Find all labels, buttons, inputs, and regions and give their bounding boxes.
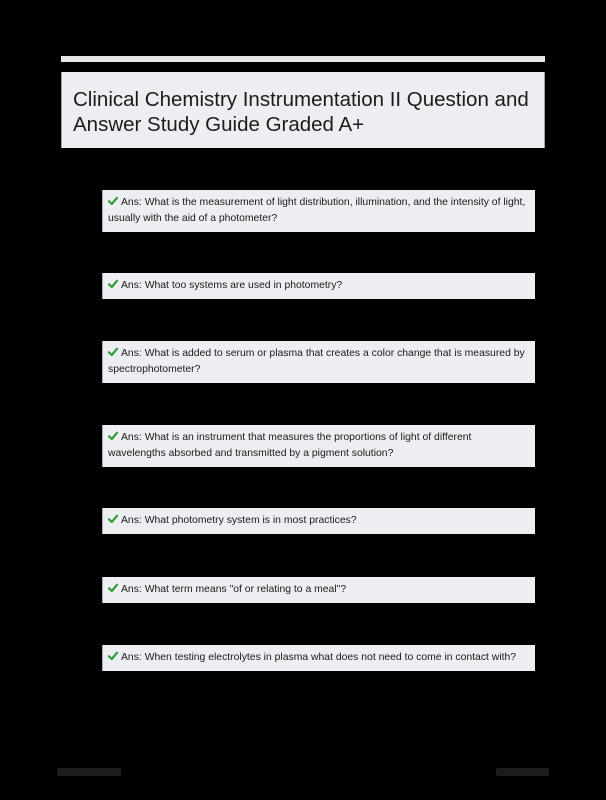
- qa-item: [102, 190, 535, 232]
- question-text: When testing electrolytes in plasma what does not need to come in contact with?: [144, 652, 517, 663]
- ans-prefix: Ans:: [121, 197, 142, 208]
- check-icon: [108, 651, 118, 661]
- footer-page-number: [496, 768, 549, 776]
- document-title: Clinical Chemistry Instrumentation II Question and Answer Study Guide Graded A+: [73, 88, 529, 136]
- ans-prefix: Ans:: [121, 348, 142, 359]
- qa-item: [102, 577, 535, 603]
- qa-item: [102, 341, 535, 383]
- top-divider: [61, 56, 545, 62]
- title-banner: [61, 72, 545, 148]
- check-icon: [108, 347, 118, 357]
- question-text: What photometry system is in most practices?: [144, 515, 357, 526]
- check-icon: [108, 431, 118, 441]
- ans-prefix: Ans:: [121, 652, 142, 663]
- qa-item: [102, 645, 535, 671]
- check-icon: [108, 583, 118, 593]
- qa-item: [102, 508, 535, 534]
- footer-watermark-left: [57, 768, 121, 776]
- qa-item: [102, 273, 535, 299]
- check-icon: [108, 196, 118, 206]
- question-text: What too systems are used in photometry?: [144, 280, 343, 291]
- check-icon: [108, 279, 118, 289]
- ans-prefix: Ans:: [121, 280, 142, 291]
- check-icon: [108, 514, 118, 524]
- question-text: What is the measurement of light distribution, illumination, and the intensity of light, usually with the aid of a photometer?: [108, 197, 526, 224]
- question-text: What is an instrument that measures the proportions of light of different wavelengths absorbed and transmitted by a pigment solution?: [108, 432, 472, 459]
- question-text: What term means "of or relating to a meal"?: [144, 584, 347, 595]
- ans-prefix: Ans:: [121, 515, 142, 526]
- ans-prefix: Ans:: [121, 432, 142, 443]
- qa-item: [102, 425, 535, 467]
- question-text: What is added to serum or plasma that creates a color change that is measured by spectrophotometer?: [108, 348, 525, 375]
- ans-prefix: Ans:: [121, 584, 142, 595]
